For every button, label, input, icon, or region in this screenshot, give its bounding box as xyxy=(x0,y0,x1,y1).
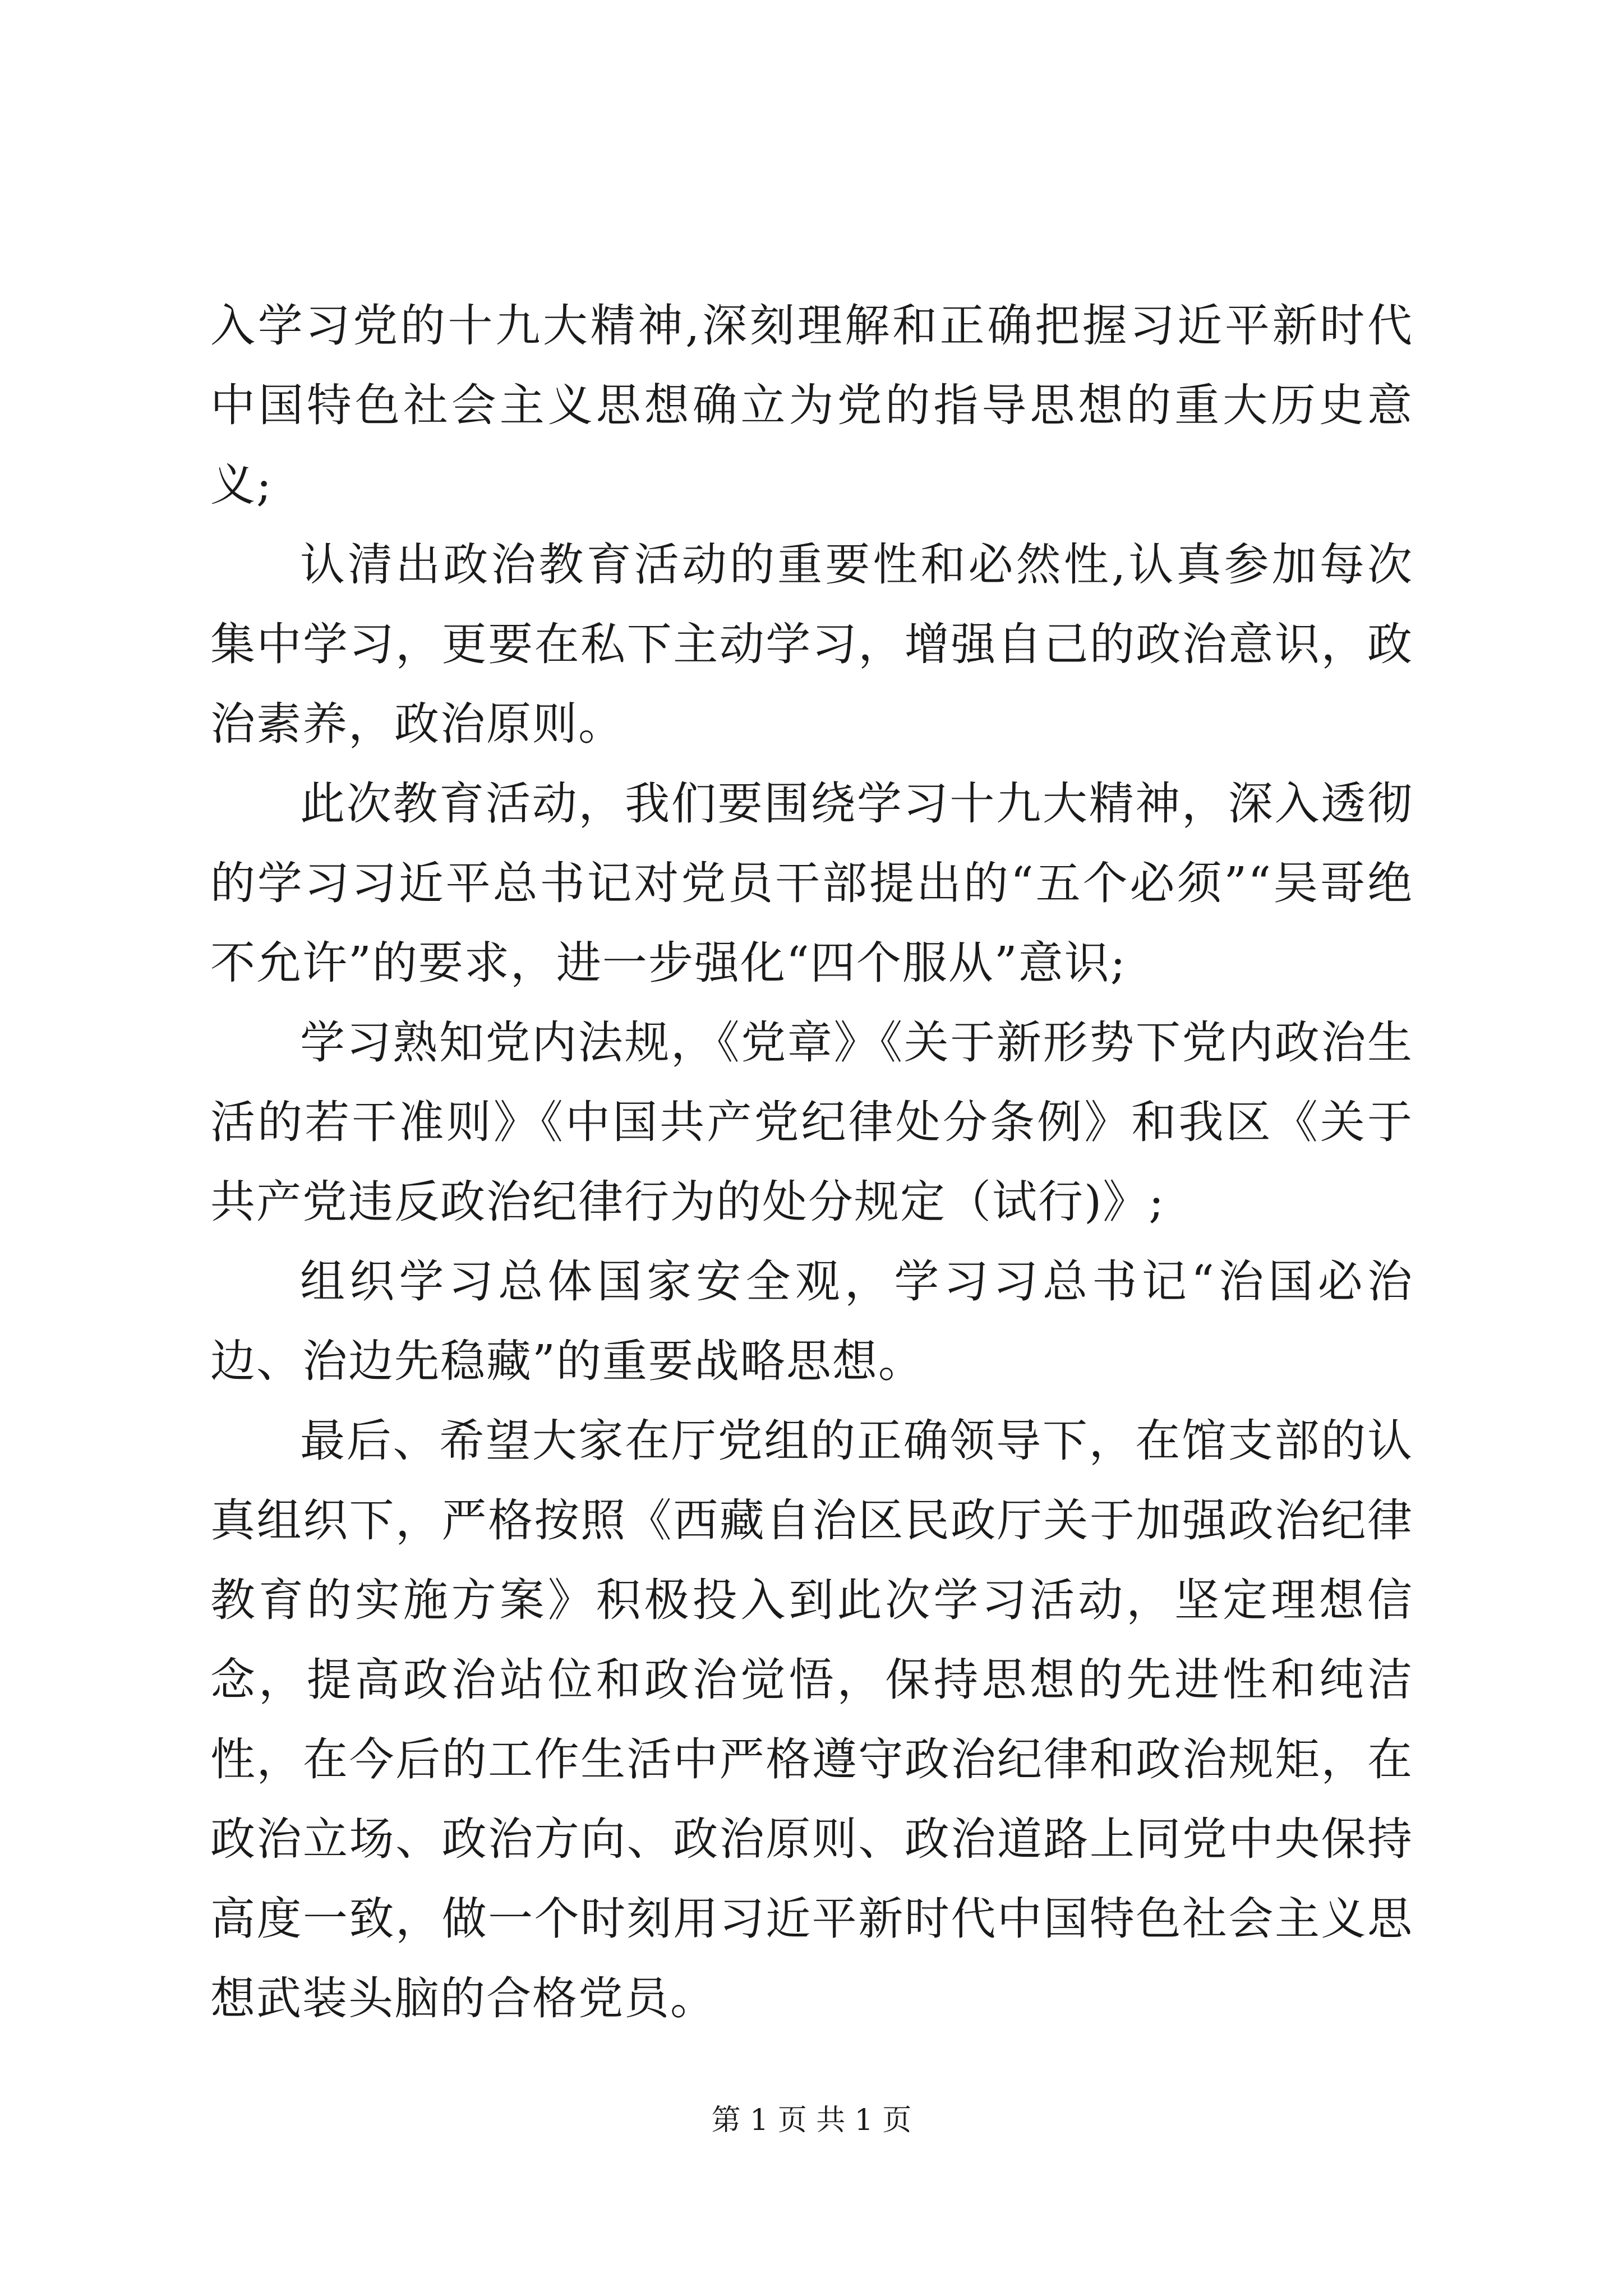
paragraph: 此次教育活动，我们要围绕学习十九大精神，深入透彻的学习习近平总书记对党员干部提出的“五个必须”“吴哥绝不允许”的要求，进一步强化“四个服从”意识; xyxy=(210,777,1413,989)
paragraph: 学习熟知党内法规，《党章》《关于新形势下党内政治生活的若干准则》《中国共产党纪律处分条例》和我区《关于共产党违反政治纪律行为的处分规定（试行)》; xyxy=(210,1016,1413,1228)
paragraph: 组织学习总体国家安全观，学习习总书记“治国必治边、治边先稳藏”的重要战略思想。 xyxy=(210,1255,1413,1387)
paragraph: 入学习党的十九大精神,深刻理解和正确把握习近平新时代中国特色社会主义思想确立为党的指导思想的重大历史意义; xyxy=(210,300,1413,511)
paragraph: 最后、希望大家在厅党组的正确领导下，在馆支部的认真组织下，严格按照《西藏自治区民政厅关于加强政治纪律教育的实施方案》积极投入到此次学习活动，坚定理想信念，提高政治站位和政治觉悟，保持思想的先进性和纯洁性，在今后的工作生活中严格遵守政治纪律和政治规矩，在政治立场、政治方向、政治原则、政治道路上同党中央保持高度一致，做一个时刻用习近平新时代中国特色社会主义思想武装头脑的合格党员。 xyxy=(210,1415,1413,2024)
paragraph: 认清出政治教育活动的重要性和必然性,认真参加每次集中学习，更要在私下主动学习，增强自己的政治意识，政治素养，政治原则。 xyxy=(210,539,1413,750)
document-body xyxy=(210,286,1413,2039)
page-number-footer: 第 1 页 共 1 页 xyxy=(711,2104,912,2137)
